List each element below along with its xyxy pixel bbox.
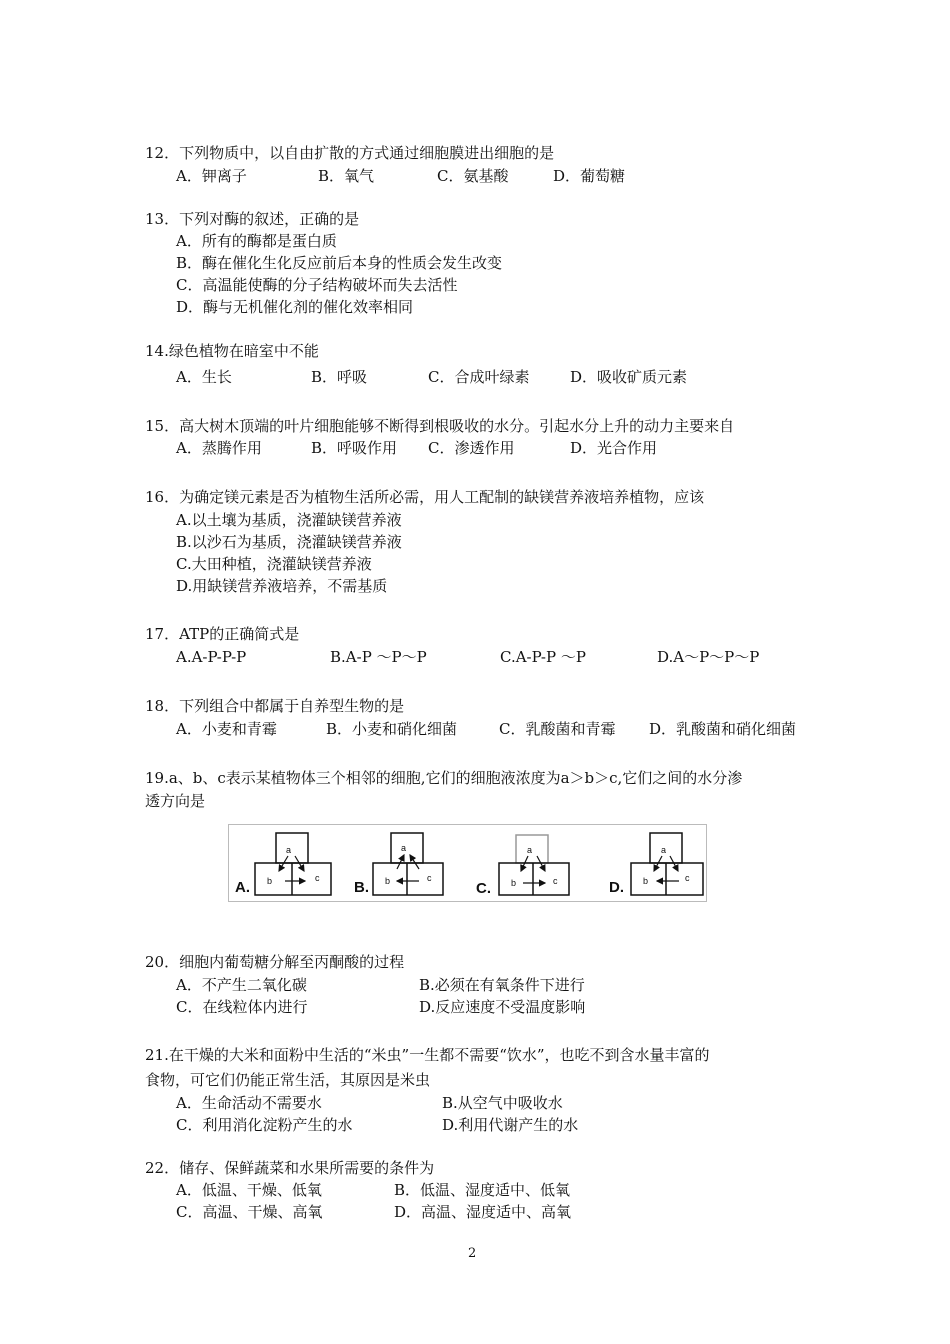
q14-option-b: B．呼吸 — [311, 368, 368, 386]
q17-option-c: C.A-P-P ～P — [500, 648, 586, 666]
q22-option-a: A．低温、干燥、低氧 — [176, 1181, 322, 1199]
q18-option-a: A．小麦和青霉 — [176, 720, 277, 738]
svg-text:c: c — [553, 876, 558, 886]
q18-stem: 18．下列组合中都属于自养型生物的是 — [145, 697, 405, 715]
svg-text:b: b — [267, 876, 273, 886]
svg-text:b: b — [385, 876, 391, 886]
q21-option-a: A．生命活动不需要水 — [176, 1094, 322, 1112]
q17-option-b: B.A-P ～P～P — [330, 648, 427, 666]
q19-stem-line-2: 透方向是 — [145, 792, 206, 810]
q17-option-a: A.A-P-P-P — [176, 648, 247, 666]
svg-text:c: c — [685, 873, 690, 883]
svg-text:b: b — [643, 876, 649, 886]
svg-text:c: c — [427, 873, 432, 883]
q12-option-b: B．氧气 — [318, 167, 375, 185]
svg-text:a: a — [527, 845, 533, 855]
q22-option-d: D．高温、湿度适中、高氧 — [394, 1203, 572, 1221]
q20-option-a: A．不产生二氧化碳 — [176, 976, 307, 994]
q14-option-d: D．吸收矿质元素 — [570, 368, 688, 386]
q16-option-a: A.以土壤为基质，浇灌缺镁营养液 — [176, 511, 402, 529]
q15-option-d: D．光合作用 — [570, 439, 658, 457]
q22-stem: 22．储存、保鲜蔬菜和水果所需要的条件为 — [145, 1159, 435, 1177]
q19-stem-line-1: 19.a、b、c表示某植物体三个相邻的细胞,它们的细胞液浓度为a＞b＞c,它们之间的水分渗 — [145, 769, 743, 787]
q20-option-d: D.反应速度不受温度影响 — [419, 998, 586, 1016]
svg-text:a: a — [286, 845, 292, 855]
q18-option-d: D．乳酸菌和硝化细菌 — [649, 720, 797, 738]
q13-option-a: A．所有的酶都是蛋白质 — [176, 232, 337, 250]
q12-option-d: D．葡萄糖 — [553, 167, 626, 185]
q21-option-c: C．利用消化淀粉产生的水 — [176, 1116, 353, 1134]
q14-option-a: A．生长 — [176, 368, 232, 386]
q12-stem: 12．下列物质中，以自由扩散的方式通过细胞膜进出细胞的是 — [145, 144, 555, 162]
q15-option-b: B．呼吸作用 — [311, 439, 398, 457]
q16-option-c: C.大田种植，浇灌缺镁营养液 — [176, 555, 372, 573]
diagram-option-a — [235, 833, 331, 896]
diagram-option-b — [354, 833, 443, 896]
svg-text:c: c — [315, 873, 320, 883]
q13-option-d: D．酶与无机催化剂的催化效率相同 — [176, 298, 414, 316]
diagram-option-c — [476, 835, 569, 897]
q13-stem: 13．下列对酶的叙述，正确的是 — [145, 210, 360, 228]
q15-option-a: A．蒸腾作用 — [176, 439, 262, 457]
q20-option-b: B.必须在有氧条件下进行 — [419, 976, 585, 994]
q22-option-c: C．高温、干燥、高氧 — [176, 1203, 323, 1221]
q21-stem-line-2: 食物，可它们仍能正常生活，其原因是米虫 — [145, 1071, 431, 1089]
q21-option-d: D.利用代谢产生的水 — [442, 1116, 579, 1134]
q12-option-a: A．钾离子 — [176, 167, 247, 185]
q17-stem: 17．ATP的正确简式是 — [145, 625, 300, 643]
q12-option-c: C．氨基酸 — [437, 167, 509, 185]
osmosis-diagram-figure — [228, 824, 707, 902]
q18-option-c: C．乳酸菌和青霉 — [499, 720, 616, 738]
q15-option-c: C．渗透作用 — [428, 439, 515, 457]
q16-stem: 16．为确定镁元素是否为植物生活所必需，用人工配制的缺镁营养液培养植物，应该 — [145, 488, 705, 506]
diagram-option-d — [609, 833, 703, 896]
q13-option-b: B．酶在催化生化反应前后本身的性质会发生改变 — [176, 254, 503, 272]
q17-option-d: D.A～P～P～P — [657, 648, 760, 666]
q18-option-b: B．小麦和硝化细菌 — [326, 720, 458, 738]
q16-option-d: D.用缺镁营养液培养，不需基质 — [176, 577, 388, 595]
q22-option-b: B．低温、湿度适中、低氧 — [394, 1181, 571, 1199]
page-number: 2 — [468, 1246, 477, 1261]
q21-stem-line-1: 21.在干燥的大米和面粉中生活的“米虫”一生都不需要“饮水”，也吃不到含水量丰富的 — [145, 1046, 710, 1064]
svg-text:b: b — [511, 878, 517, 888]
q13-option-c: C．高温能使酶的分子结构破坏而失去活性 — [176, 276, 458, 294]
svg-text:a: a — [661, 845, 667, 855]
diagram-label-b: B. — [354, 879, 369, 896]
svg-text:a: a — [401, 843, 407, 853]
q15-stem: 15．高大树木顶端的叶片细胞能够不断得到根吸收的水分。引起水分上升的动力主要来自 — [145, 417, 735, 435]
q20-stem: 20．细胞内葡萄糖分解至丙酮酸的过程 — [145, 953, 405, 971]
q14-stem: 14.绿色植物在暗室中不能 — [145, 342, 319, 360]
diagram-label-c: C. — [476, 880, 491, 897]
q14-option-c: C．合成叶绿素 — [428, 368, 530, 386]
q20-option-c: C．在线粒体内进行 — [176, 998, 308, 1016]
q21-option-b: B.从空气中吸收水 — [442, 1094, 563, 1112]
q16-option-b: B.以沙石为基质，浇灌缺镁营养液 — [176, 533, 402, 551]
diagram-label-a: A. — [235, 879, 250, 896]
diagram-label-d: D. — [609, 879, 624, 896]
